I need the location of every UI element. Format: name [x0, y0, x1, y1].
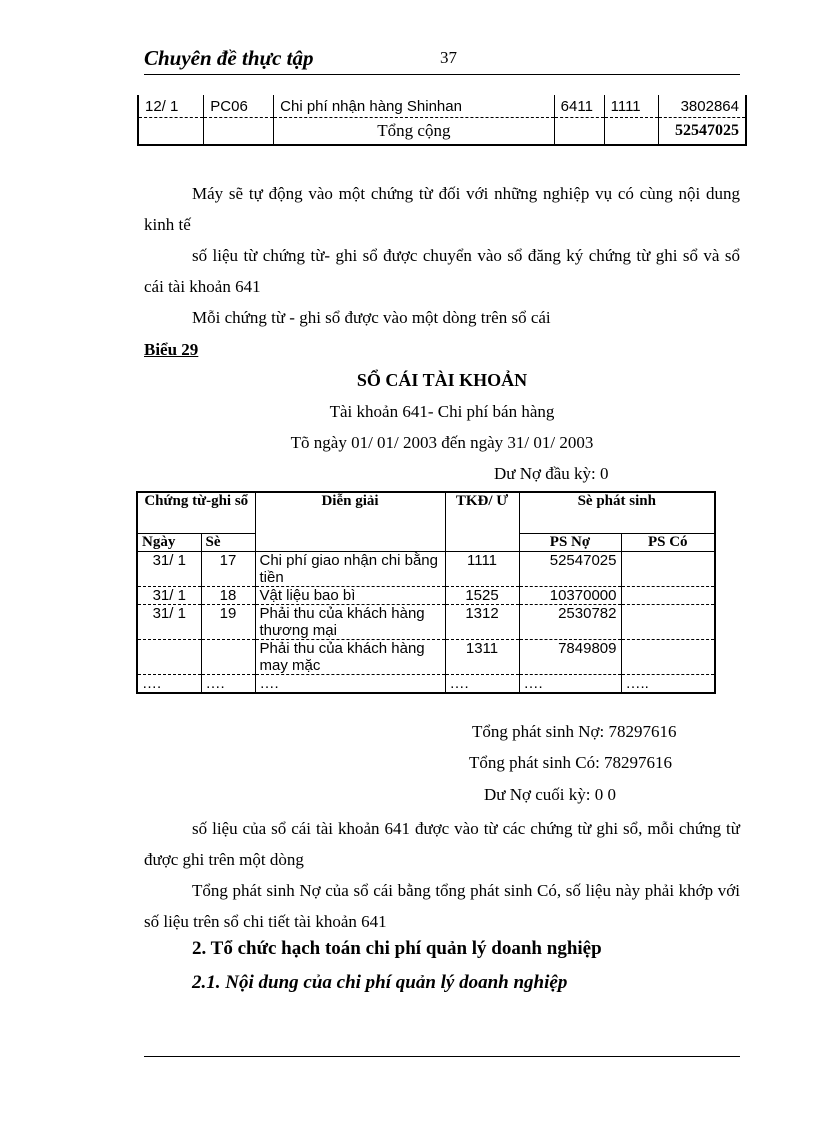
footer-rule: [144, 1056, 740, 1057]
header-description: Diễn giải: [255, 492, 445, 552]
cell-account: ….: [445, 675, 519, 694]
table-row: [137, 605, 715, 640]
cell-account: 1311: [445, 640, 519, 675]
cell-desc: Vật liệu bao bì: [255, 587, 445, 605]
ledger-account: Tài khoản 641- Chi phí bán hàng: [329, 402, 555, 421]
cell-debit: 2530782: [519, 605, 621, 640]
cell-account: 1312: [445, 605, 519, 640]
cell-credit: [621, 605, 715, 640]
cell-amount: 3802864: [658, 95, 746, 118]
cell-date: 31/ 1: [137, 605, 201, 640]
opening-balance: Dư Nợ đầu kỳ: 0: [494, 464, 609, 483]
table-row: [137, 640, 715, 675]
journal-table: [137, 95, 747, 146]
cell-date: ….: [137, 675, 201, 694]
cell-code: PC06: [204, 95, 274, 118]
cell-date: 31/ 1: [137, 587, 201, 605]
table-row: [137, 675, 715, 694]
header-title: Chuyên đề thực tập: [144, 46, 314, 70]
paragraph: Tổng phát sinh Nợ của sổ cái bằng tổng phát sinh Có, số liệu này phải khớp với số liệu trên sổ chi tiết tài khoản 641: [144, 881, 740, 931]
header-rule: [144, 74, 740, 75]
closing-balance: Dư Nợ cuối kỳ: 0 0: [484, 785, 616, 804]
header-number: Sè: [201, 534, 255, 552]
cell-date: 31/ 1: [137, 552, 201, 587]
header-arising: Sè phát sinh: [519, 492, 715, 534]
paragraph: số liệu của sổ cái tài khoản 641 được vào từ các chứng từ ghi sổ, mỗi chứng từ được ghi trên một dòng: [144, 819, 740, 869]
cell-number: 17: [201, 552, 255, 587]
total-label: Tổng cộng: [274, 118, 555, 146]
cell-account: 1525: [445, 587, 519, 605]
cell-date: [137, 640, 201, 675]
page-number: 37: [440, 48, 457, 67]
cell-account: 1111: [445, 552, 519, 587]
total-amount: 52547025: [658, 118, 746, 146]
header-account: TKĐ/ Ư: [445, 492, 519, 552]
cell-debit: 6411: [554, 95, 604, 118]
cell-debit: ….: [519, 675, 621, 694]
paragraph: Máy sẽ tự động vào một chứng từ đối với những nghiệp vụ có cùng nội dung kinh tế: [144, 184, 740, 234]
table-row: [137, 552, 715, 587]
cell-number: [201, 640, 255, 675]
total-row: [138, 118, 746, 146]
table-row: [137, 587, 715, 605]
cell-credit: [621, 640, 715, 675]
cell-credit: …..: [621, 675, 715, 694]
cell-number: 18: [201, 587, 255, 605]
cell-desc: Phải thu của khách hàng thương mại: [255, 605, 445, 640]
cell-number: 19: [201, 605, 255, 640]
header-credit: PS Có: [621, 534, 715, 552]
cell-debit: 52547025: [519, 552, 621, 587]
subsection-heading: 2.1. Nội dung của chi phí quản lý doanh nghiệp: [192, 972, 568, 993]
cell-credit: [621, 552, 715, 587]
cell-debit: 10370000: [519, 587, 621, 605]
cell-debit: 7849809: [519, 640, 621, 675]
ledger-period: Tõ ngày 01/ 01/ 2003 đến ngày 31/ 01/ 2003: [290, 433, 594, 452]
table-row: [138, 95, 746, 118]
total-debit: Tổng phát sinh Nợ: 78297616: [472, 722, 677, 741]
header-voucher: Chứng từ-ghi sổ: [137, 492, 255, 534]
cell-desc: Chi phí nhận hàng Shinhan: [274, 95, 555, 118]
figure-label: Biểu 29: [144, 340, 199, 359]
paragraph: Mỗi chứng từ - ghi sổ được vào một dòng trên sổ cái: [192, 308, 551, 327]
cell-desc: ….: [255, 675, 445, 694]
ledger-title: SỔ CÁI TÀI KHOẢN: [356, 370, 528, 390]
cell-desc: Phải thu của khách hàng may mặc: [255, 640, 445, 675]
header-date: Ngày: [137, 534, 201, 552]
cell-desc: Chi phí giao nhận chi bằng tiền: [255, 552, 445, 587]
header-debit: PS Nợ: [519, 534, 621, 552]
ledger-table: [136, 491, 716, 694]
cell-number: ….: [201, 675, 255, 694]
total-credit: Tổng phát sinh Có: 78297616: [469, 753, 673, 772]
cell-credit: 1111: [604, 95, 658, 118]
section-heading: 2. Tổ chức hạch toán chi phí quản lý doanh nghiệp: [192, 938, 602, 959]
paragraph: số liệu từ chứng từ- ghi sổ được chuyển vào sổ đăng ký chứng từ ghi sổ và sổ cái tài khoản 641: [144, 246, 740, 296]
cell-date: 12/ 1: [138, 95, 204, 118]
cell-credit: [621, 587, 715, 605]
